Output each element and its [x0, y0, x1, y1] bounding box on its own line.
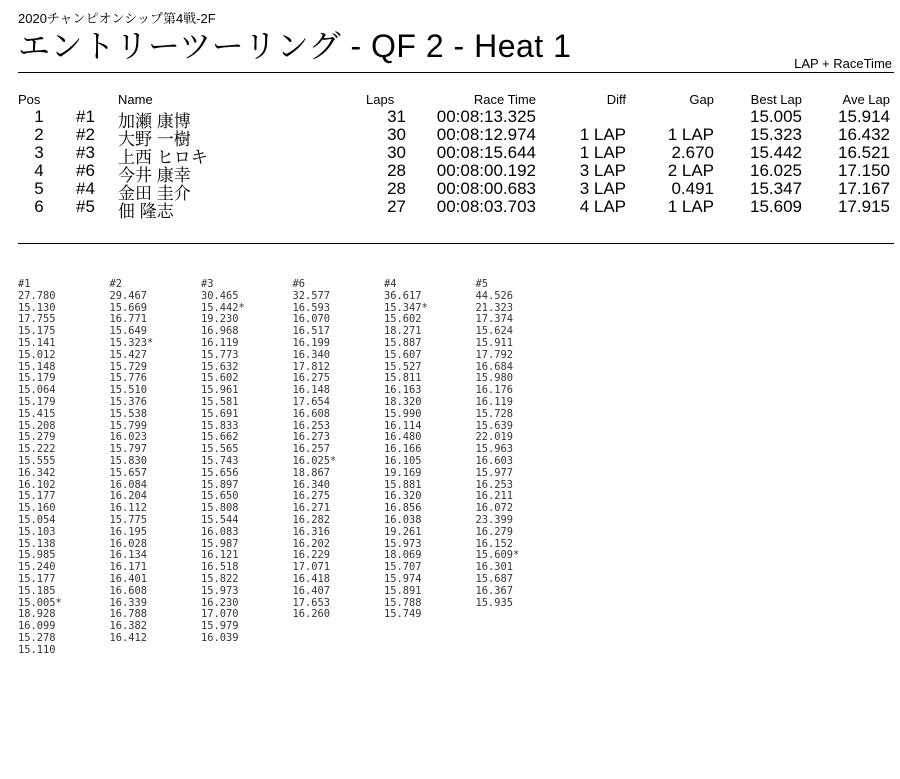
lap-time: 17.812 [292, 360, 331, 373]
lap-time: 16.114 [384, 419, 422, 432]
lap-time: 15.980 [475, 372, 514, 385]
scoring-mode-label: LAP + RaceTime [794, 56, 892, 71]
lap-time: 18.271 [384, 325, 422, 338]
results-row [18, 125, 894, 149]
result-ave-lap: 16.521 [838, 143, 890, 162]
page-subtitle: 2020チャンピオンシップ第4戦-2F [18, 11, 216, 26]
result-best-lap: 15.347 [750, 179, 802, 198]
col-pos-header: Pos [18, 92, 41, 107]
lap-time: 16.229 [292, 549, 331, 562]
lap-time: 15.822 [201, 572, 239, 585]
lap-time: 16.320 [384, 490, 422, 503]
result-number: #6 [76, 161, 95, 180]
lap-time: 16.023 [109, 431, 148, 444]
page-title: エントリーツーリング - QF 2 - Heat 1 [18, 28, 572, 64]
col-laps-header: Laps [366, 92, 395, 107]
lap-time: 16.517 [292, 325, 331, 338]
lap-time: 15.977 [475, 466, 514, 479]
lap-time: 16.134 [109, 549, 148, 562]
lap-time: 16.316 [292, 525, 331, 538]
result-race-time: 00:08:13.325 [436, 107, 536, 126]
lap-time: 15.323* [109, 336, 154, 349]
result-best-lap: 15.005 [750, 107, 802, 126]
result-diff: 1 LAP [579, 143, 626, 162]
lap-time: 15.240 [18, 561, 56, 574]
lap-time: 15.632 [201, 360, 239, 373]
lap-time: 17.654 [292, 395, 331, 408]
lap-time: 15.729 [109, 360, 148, 373]
lap-time: 15.148 [18, 360, 56, 373]
lap-column [110, 279, 202, 657]
lap-time: 16.340 [292, 348, 331, 361]
lap-time: 18.867 [292, 466, 331, 479]
result-pos: 3 [34, 143, 44, 162]
results-header-row [18, 92, 894, 107]
lap-times-table [18, 279, 567, 657]
lap-time: 16.282 [292, 513, 331, 526]
result-ave-lap: 17.167 [838, 179, 890, 198]
lap-time: 15.728 [475, 407, 514, 420]
results-row [18, 143, 894, 167]
lap-time: 16.788 [109, 608, 148, 621]
result-number: #2 [76, 125, 95, 144]
lap-time: 16.038 [384, 513, 422, 526]
result-number: #1 [76, 107, 95, 126]
lap-time: 15.581 [201, 395, 239, 408]
lap-column [18, 279, 110, 657]
result-gap: 1 LAP [667, 197, 714, 216]
lap-time: 16.028 [109, 537, 148, 550]
lap-time: 16.119 [475, 395, 514, 408]
lap-time: 15.961 [201, 384, 239, 397]
lap-time: 15.177 [18, 490, 56, 503]
lap-time: 15.833 [201, 419, 239, 432]
lap-time: 16.382 [109, 620, 148, 633]
lap-time: 15.012 [18, 348, 56, 361]
result-race-time: 00:08:15.644 [436, 143, 536, 162]
col-ave-lap-header: Ave Lap [842, 92, 890, 107]
lap-time: 15.177 [18, 572, 56, 585]
lap-time: 15.054 [18, 513, 56, 526]
results-table [18, 92, 894, 221]
lap-time: 15.376 [109, 395, 148, 408]
result-race-time: 00:08:00.192 [436, 161, 536, 180]
lap-time: 23.399 [475, 513, 514, 526]
lap-time: 15.808 [201, 502, 239, 515]
lap-time: 15.797 [109, 443, 148, 456]
lap-time: 16.608 [292, 407, 331, 420]
lap-time: 15.208 [18, 419, 56, 432]
lap-time: 16.084 [109, 478, 148, 491]
result-race-time: 00:08:00.683 [436, 179, 536, 198]
lap-time: 15.347* [384, 301, 428, 314]
lap-time: 15.691 [201, 407, 239, 420]
lap-time: 15.749 [384, 608, 422, 621]
lap-time: 30.465 [201, 289, 239, 302]
lap-time: 15.985 [18, 549, 56, 562]
result-ave-lap: 17.150 [838, 161, 890, 180]
driver-name: 上西 ヒロキ [118, 148, 208, 167]
lap-time: 18.069 [384, 549, 422, 562]
lap-column [384, 279, 476, 657]
lap-time: 16.340 [292, 478, 331, 491]
lap-time: 15.624 [475, 325, 514, 338]
lap-time: 17.070 [201, 608, 239, 621]
lap-time: 15.510 [109, 384, 148, 397]
lap-time: 15.669 [109, 301, 148, 314]
results-row [18, 161, 894, 185]
lap-time: 15.185 [18, 584, 56, 597]
col-name-header: Name [118, 92, 153, 107]
lap-time: 15.141 [18, 336, 56, 349]
lap-time: 16.176 [475, 384, 514, 397]
lap-time: 15.788 [384, 596, 422, 609]
lap-time: 16.279 [475, 525, 514, 538]
lap-time: 16.684 [475, 360, 514, 373]
lap-time: 15.544 [201, 513, 239, 526]
lap-time: 16.152 [475, 537, 514, 550]
col-gap-header: Gap [689, 92, 714, 107]
lap-time: 19.261 [384, 525, 422, 538]
lap-time: 16.105 [384, 454, 422, 467]
lap-time: 15.607 [384, 348, 422, 361]
result-laps: 28 [387, 179, 406, 198]
lap-time: 15.743 [201, 454, 239, 467]
lap-time: 16.039 [201, 631, 239, 644]
lap-time: 15.179 [18, 372, 56, 385]
lap-time: 15.935 [475, 596, 514, 609]
lap-time: 15.973 [201, 584, 239, 597]
lap-time: 16.418 [292, 572, 331, 585]
driver-name: 佃 隆志 [118, 202, 174, 221]
lap-time: 16.072 [475, 502, 514, 515]
lap-time: 15.811 [384, 372, 422, 385]
lap-time: 16.171 [109, 561, 148, 574]
lap-time: 17.792 [475, 348, 514, 361]
result-gap: 1 LAP [667, 125, 714, 144]
lap-time: 15.662 [201, 431, 239, 444]
result-ave-lap: 15.914 [838, 107, 890, 126]
result-pos: 4 [34, 161, 44, 180]
lap-time: 16.593 [292, 301, 331, 314]
lap-time: 16.407 [292, 584, 331, 597]
lap-time: 36.617 [384, 289, 422, 302]
lap-time: 15.773 [201, 348, 239, 361]
lap-time: 22.019 [475, 431, 514, 444]
result-pos: 5 [34, 179, 44, 198]
lap-time: 15.602 [201, 372, 239, 385]
lap-time: 16.518 [201, 561, 239, 574]
driver-name: 金田 圭介 [118, 184, 191, 203]
lap-time: 16.166 [384, 443, 422, 456]
result-race-time: 00:08:03.703 [436, 197, 536, 216]
lap-time: 15.897 [201, 478, 239, 491]
lap-time: 18.320 [384, 395, 422, 408]
result-diff: 1 LAP [579, 125, 626, 144]
lap-time: 15.138 [18, 537, 56, 550]
lap-time: 15.657 [109, 466, 148, 479]
lap-time: 15.179 [18, 395, 56, 408]
lap-time: 15.064 [18, 384, 56, 397]
lap-column-header: #2 [109, 278, 123, 290]
lap-time: 15.830 [109, 454, 148, 467]
lap-time: 17.653 [292, 596, 331, 609]
driver-name: 加瀬 康博 [118, 112, 191, 131]
lap-time: 19.169 [384, 466, 422, 479]
lap-time: 16.121 [201, 549, 239, 562]
col-race-time-header: Race Time [473, 92, 536, 107]
lap-time: 15.110 [18, 643, 56, 656]
result-ave-lap: 17.915 [838, 197, 890, 216]
results-row [18, 107, 894, 131]
lap-column-header: #6 [292, 278, 306, 290]
header-divider [18, 72, 894, 73]
lap-time: 18.928 [18, 608, 56, 621]
lap-time: 15.130 [18, 301, 56, 314]
lap-time: 16.204 [109, 490, 148, 503]
lap-time: 15.656 [201, 466, 239, 479]
lap-time: 16.275 [292, 490, 331, 503]
results-row [18, 197, 894, 221]
lap-time: 16.119 [201, 336, 239, 349]
lap-time: 15.911 [475, 336, 514, 349]
lap-time: 16.412 [109, 631, 148, 644]
lap-time: 16.070 [292, 313, 331, 326]
results-divider [18, 243, 894, 244]
lap-time: 15.602 [384, 313, 422, 326]
lap-time: 15.555 [18, 454, 56, 467]
lap-time: 44.526 [475, 289, 514, 302]
lap-time: 16.195 [109, 525, 148, 538]
result-gap: 2 LAP [667, 161, 714, 180]
lap-time: 29.467 [109, 289, 148, 302]
result-pos: 1 [34, 107, 44, 126]
lap-time: 16.211 [475, 490, 514, 503]
lap-time: 15.103 [18, 525, 56, 538]
lap-time: 16.401 [109, 572, 148, 585]
lap-time: 15.775 [109, 513, 148, 526]
lap-time: 16.608 [109, 584, 148, 597]
lap-time: 16.480 [384, 431, 422, 444]
lap-time: 16.099 [18, 620, 56, 633]
lap-time: 16.342 [18, 466, 56, 479]
lap-time: 15.278 [18, 631, 56, 644]
lap-time: 15.776 [109, 372, 148, 385]
lap-time: 15.707 [384, 561, 422, 574]
lap-time: 15.979 [201, 620, 239, 633]
lap-time: 27.780 [18, 289, 56, 302]
col-best-lap-header: Best Lap [750, 92, 802, 107]
result-best-lap: 15.609 [750, 197, 802, 216]
result-best-lap: 15.442 [750, 143, 802, 162]
lap-time: 15.963 [475, 443, 514, 456]
lap-time: 16.199 [292, 336, 331, 349]
driver-name: 大野 一樹 [118, 130, 191, 149]
lap-time: 16.271 [292, 502, 331, 515]
lap-column [476, 279, 568, 657]
lap-column-header: #5 [475, 278, 489, 290]
lap-time: 16.260 [292, 608, 331, 621]
lap-time: 16.102 [18, 478, 56, 491]
lap-time: 15.891 [384, 584, 422, 597]
result-gap: 0.491 [671, 179, 714, 198]
lap-time: 17.071 [292, 561, 331, 574]
result-diff: 3 LAP [579, 179, 626, 198]
lap-time: 15.609* [475, 549, 520, 562]
lap-time: 16.253 [292, 419, 331, 432]
lap-time: 17.755 [18, 313, 56, 326]
result-ave-lap: 16.432 [838, 125, 890, 144]
lap-time: 16.603 [475, 454, 514, 467]
lap-time: 15.175 [18, 325, 56, 338]
result-laps: 27 [387, 197, 406, 216]
lap-column-header: #3 [201, 278, 214, 290]
lap-time: 15.538 [109, 407, 148, 420]
lap-time: 16.025* [292, 454, 337, 467]
lap-time: 16.301 [475, 561, 514, 574]
lap-time: 15.974 [384, 572, 422, 585]
lap-time: 15.527 [384, 360, 422, 373]
lap-time: 16.230 [201, 596, 239, 609]
lap-time: 15.160 [18, 502, 56, 515]
lap-time: 16.771 [109, 313, 148, 326]
result-pos: 6 [34, 197, 44, 216]
lap-time: 16.339 [109, 596, 148, 609]
result-number: #4 [76, 179, 95, 198]
result-laps: 28 [387, 161, 406, 180]
result-number: #3 [76, 143, 95, 162]
lap-time: 16.968 [201, 325, 239, 338]
lap-column-header: #1 [18, 278, 31, 290]
lap-time: 15.649 [109, 325, 148, 338]
result-pos: 2 [34, 125, 44, 144]
col-diff-header: Diff [606, 92, 626, 107]
lap-time: 16.275 [292, 372, 331, 385]
lap-time: 15.279 [18, 431, 56, 444]
lap-time: 15.887 [384, 336, 422, 349]
lap-time: 16.367 [475, 584, 514, 597]
result-best-lap: 15.323 [750, 125, 802, 144]
lap-time: 15.973 [384, 537, 422, 550]
lap-time: 16.112 [109, 502, 148, 515]
lap-time: 16.202 [292, 537, 331, 550]
lap-time: 15.222 [18, 443, 56, 456]
lap-time: 16.083 [201, 525, 239, 538]
result-diff: 4 LAP [579, 197, 626, 216]
result-laps: 31 [387, 107, 406, 126]
lap-time: 21.323 [475, 301, 514, 314]
lap-time: 15.990 [384, 407, 422, 420]
lap-time: 16.273 [292, 431, 331, 444]
result-race-time: 00:08:12.974 [436, 125, 536, 144]
lap-time: 15.565 [201, 443, 239, 456]
lap-column [293, 279, 385, 657]
lap-time: 16.856 [384, 502, 422, 515]
lap-time: 16.253 [475, 478, 514, 491]
result-number: #5 [76, 197, 95, 216]
result-diff: 3 LAP [579, 161, 626, 180]
lap-column [201, 279, 293, 657]
lap-time: 15.987 [201, 537, 239, 550]
lap-time: 15.687 [475, 572, 514, 585]
result-laps: 30 [387, 125, 406, 144]
lap-time: 15.005* [18, 596, 62, 609]
lap-time: 19.230 [201, 313, 239, 326]
lap-column-header: #4 [384, 278, 397, 290]
result-best-lap: 16.025 [750, 161, 802, 180]
lap-time: 17.374 [475, 313, 514, 326]
lap-time: 15.639 [475, 419, 514, 432]
lap-time: 15.442* [201, 301, 245, 314]
result-gap: 2.670 [671, 143, 714, 162]
lap-time: 15.881 [384, 478, 422, 491]
lap-time: 32.577 [292, 289, 331, 302]
results-row [18, 179, 894, 203]
lap-time: 16.257 [292, 443, 331, 456]
lap-time: 16.148 [292, 384, 331, 397]
lap-time: 15.427 [109, 348, 148, 361]
lap-time: 15.799 [109, 419, 148, 432]
lap-time: 16.163 [384, 384, 422, 397]
result-laps: 30 [387, 143, 406, 162]
lap-time: 15.415 [18, 407, 56, 420]
driver-name: 今井 康幸 [118, 166, 191, 185]
lap-time: 15.650 [201, 490, 239, 503]
